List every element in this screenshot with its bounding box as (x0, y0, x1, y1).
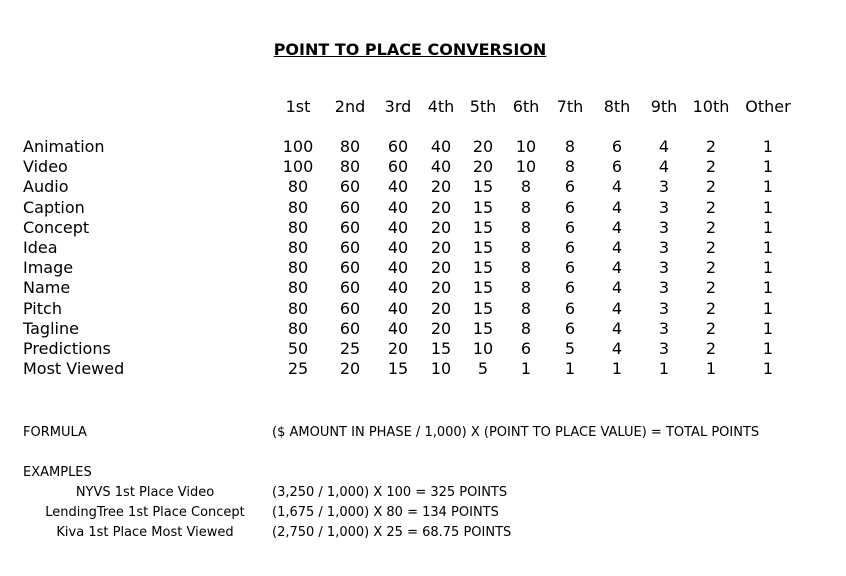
example-calc: (1,675 / 1,000) X 80 = 134 POINTS (272, 505, 499, 520)
table-cell: 8 (520, 197, 532, 217)
table-cell: 100 (282, 137, 314, 156)
table-cell: 4 (611, 298, 623, 318)
table-cell: 8 (520, 278, 532, 298)
table-cell: 4 (611, 339, 623, 358)
table-cell: 1 (762, 137, 774, 156)
row-label: Most Viewed (23, 359, 125, 379)
row-label: Tagline (23, 318, 79, 338)
table-cell: 20 (387, 339, 409, 358)
table-cell: 60 (339, 238, 361, 257)
table-cell: 1 (762, 217, 774, 237)
table-cell: 6 (564, 238, 576, 257)
table-cell: 4 (611, 238, 623, 257)
examples-label: EXAMPLES (23, 465, 92, 480)
table-cell: 15 (472, 217, 494, 237)
table-cell: 80 (287, 318, 309, 338)
table-cell: 1 (762, 298, 774, 318)
table-cell: 1 (658, 359, 670, 379)
table-cell: 40 (387, 298, 409, 318)
table-cell: 8 (564, 157, 576, 177)
table-cell: 20 (430, 217, 452, 237)
row-label: Idea (23, 238, 58, 257)
table-cell: 15 (387, 359, 409, 379)
formula-text: ($ AMOUNT IN PHASE / 1,000) X (POINT TO PLACE VALUE) = TOTAL POINTS (272, 425, 760, 440)
table-cell: 20 (430, 278, 452, 298)
formula-label: FORMULA (23, 425, 87, 440)
column-header: 4th (427, 97, 455, 116)
table-cell: 1 (520, 359, 532, 379)
table-cell: 15 (472, 197, 494, 217)
table-cell: 2 (705, 177, 717, 197)
table-cell: 20 (430, 298, 452, 318)
table-cell: 25 (339, 339, 361, 358)
table-cell: 6 (564, 278, 576, 298)
table-cell: 4 (658, 137, 670, 156)
table-cell: 20 (472, 137, 494, 156)
table-cell: 80 (339, 137, 361, 156)
table-cell: 15 (472, 238, 494, 257)
column-header: Other (745, 97, 791, 116)
column-header: 2nd (334, 97, 366, 116)
table-cell: 5 (477, 359, 489, 379)
table-cell: 60 (339, 258, 361, 278)
table-cell: 6 (564, 318, 576, 338)
table-cell: 6 (564, 298, 576, 318)
table-cell: 6 (564, 197, 576, 217)
table-cell: 60 (387, 137, 409, 156)
table-cell: 10 (515, 157, 537, 177)
row-label: Pitch (23, 298, 62, 318)
table-cell: 2 (705, 137, 717, 156)
table-cell: 6 (564, 177, 576, 197)
table-cell: 1 (762, 238, 774, 257)
table-cell: 15 (430, 339, 452, 358)
table-cell: 2 (705, 157, 717, 177)
row-label: Predictions (23, 339, 111, 358)
table-cell: 6 (611, 137, 623, 156)
table-cell: 1 (762, 177, 774, 197)
row-label: Concept (23, 217, 90, 237)
table-cell: 15 (472, 177, 494, 197)
table-cell: 3 (658, 197, 670, 217)
table-cell: 3 (658, 339, 670, 358)
table-cell: 20 (339, 359, 361, 379)
column-header: 5th (469, 97, 497, 116)
table-cell: 1 (705, 359, 717, 379)
table-cell: 8 (520, 298, 532, 318)
table-cell: 80 (287, 278, 309, 298)
column-header: 8th (603, 97, 631, 116)
table-cell: 80 (287, 197, 309, 217)
table-cell: 50 (287, 339, 309, 358)
table-cell: 2 (705, 278, 717, 298)
table-cell: 15 (472, 258, 494, 278)
table-cell: 3 (658, 177, 670, 197)
table-cell: 80 (287, 217, 309, 237)
table-cell: 8 (564, 137, 576, 156)
table-cell: 1 (762, 339, 774, 358)
table-cell: 3 (658, 217, 670, 237)
table-cell: 40 (387, 177, 409, 197)
table-cell: 8 (520, 177, 532, 197)
table-cell: 8 (520, 217, 532, 237)
example-name: LendingTree 1st Place Concept (45, 505, 245, 520)
table-cell: 4 (611, 197, 623, 217)
table-cell: 1 (762, 359, 774, 379)
table-cell: 60 (339, 217, 361, 237)
example-calc: (3,250 / 1,000) X 100 = 325 POINTS (272, 485, 508, 500)
table-cell: 6 (611, 157, 623, 177)
table-cell: 80 (287, 298, 309, 318)
column-header: 1st (285, 97, 311, 116)
table-cell: 1 (762, 157, 774, 177)
table-cell: 4 (611, 278, 623, 298)
table-cell: 40 (387, 258, 409, 278)
table-cell: 1 (564, 359, 576, 379)
table-cell: 5 (564, 339, 576, 358)
table-cell: 6 (564, 258, 576, 278)
table-cell: 40 (387, 217, 409, 237)
table-cell: 2 (705, 318, 717, 338)
table-cell: 15 (472, 318, 494, 338)
table-cell: 60 (339, 318, 361, 338)
table-cell: 6 (520, 339, 532, 358)
table-cell: 25 (287, 359, 309, 379)
table-cell: 60 (339, 177, 361, 197)
table-cell: 10 (515, 137, 537, 156)
table-cell: 1 (762, 278, 774, 298)
table-cell: 6 (564, 217, 576, 237)
table-cell: 8 (520, 258, 532, 278)
table-cell: 1 (611, 359, 623, 379)
table-cell: 40 (430, 137, 452, 156)
table-cell: 2 (705, 258, 717, 278)
table-cell: 3 (658, 238, 670, 257)
table-cell: 1 (762, 318, 774, 338)
example-name: NYVS 1st Place Video (75, 485, 215, 500)
table-cell: 4 (611, 258, 623, 278)
table-cell: 2 (705, 238, 717, 257)
table-cell: 4 (611, 217, 623, 237)
table-cell: 80 (287, 177, 309, 197)
table-cell: 2 (705, 298, 717, 318)
table-cell: 80 (287, 238, 309, 257)
table-cell: 60 (387, 157, 409, 177)
column-header: 10th (692, 97, 730, 116)
table-cell: 40 (430, 157, 452, 177)
table-cell: 1 (762, 258, 774, 278)
row-label: Video (23, 157, 68, 177)
table-cell: 60 (339, 298, 361, 318)
table-cell: 80 (287, 258, 309, 278)
example-name: Kiva 1st Place Most Viewed (56, 525, 234, 540)
table-cell: 20 (430, 197, 452, 217)
page-title: POINT TO PLACE CONVERSION (273, 40, 547, 59)
table-cell: 4 (658, 157, 670, 177)
row-label: Name (23, 278, 71, 298)
table-cell: 40 (387, 238, 409, 257)
table-cell: 3 (658, 258, 670, 278)
row-label: Audio (23, 177, 69, 197)
table-cell: 10 (430, 359, 452, 379)
table-cell: 40 (387, 278, 409, 298)
table-cell: 40 (387, 197, 409, 217)
table-cell: 100 (282, 157, 314, 177)
table-cell: 60 (339, 197, 361, 217)
table-cell: 20 (430, 258, 452, 278)
table-cell: 3 (658, 278, 670, 298)
table-cell: 8 (520, 318, 532, 338)
column-header: 7th (556, 97, 584, 116)
example-calc: (2,750 / 1,000) X 25 = 68.75 POINTS (272, 525, 512, 540)
table-cell: 60 (339, 278, 361, 298)
table-cell: 20 (472, 157, 494, 177)
table-cell: 2 (705, 217, 717, 237)
table-cell: 2 (705, 197, 717, 217)
table-cell: 3 (658, 318, 670, 338)
table-cell: 4 (611, 318, 623, 338)
table-cell: 20 (430, 318, 452, 338)
table-cell: 80 (339, 157, 361, 177)
row-label: Image (23, 258, 74, 278)
table-cell: 8 (520, 238, 532, 257)
table-cell: 2 (705, 339, 717, 358)
table-cell: 20 (430, 177, 452, 197)
column-header: 9th (650, 97, 678, 116)
table-cell: 40 (387, 318, 409, 338)
table-cell: 20 (430, 238, 452, 257)
row-label: Caption (23, 197, 85, 217)
table-cell: 3 (658, 298, 670, 318)
table-cell: 4 (611, 177, 623, 197)
column-header: 3rd (384, 97, 412, 116)
table-cell: 15 (472, 298, 494, 318)
row-label: Animation (23, 137, 105, 156)
table-cell: 10 (472, 339, 494, 358)
table-cell: 15 (472, 278, 494, 298)
table-cell: 1 (762, 197, 774, 217)
column-header: 6th (512, 97, 540, 116)
